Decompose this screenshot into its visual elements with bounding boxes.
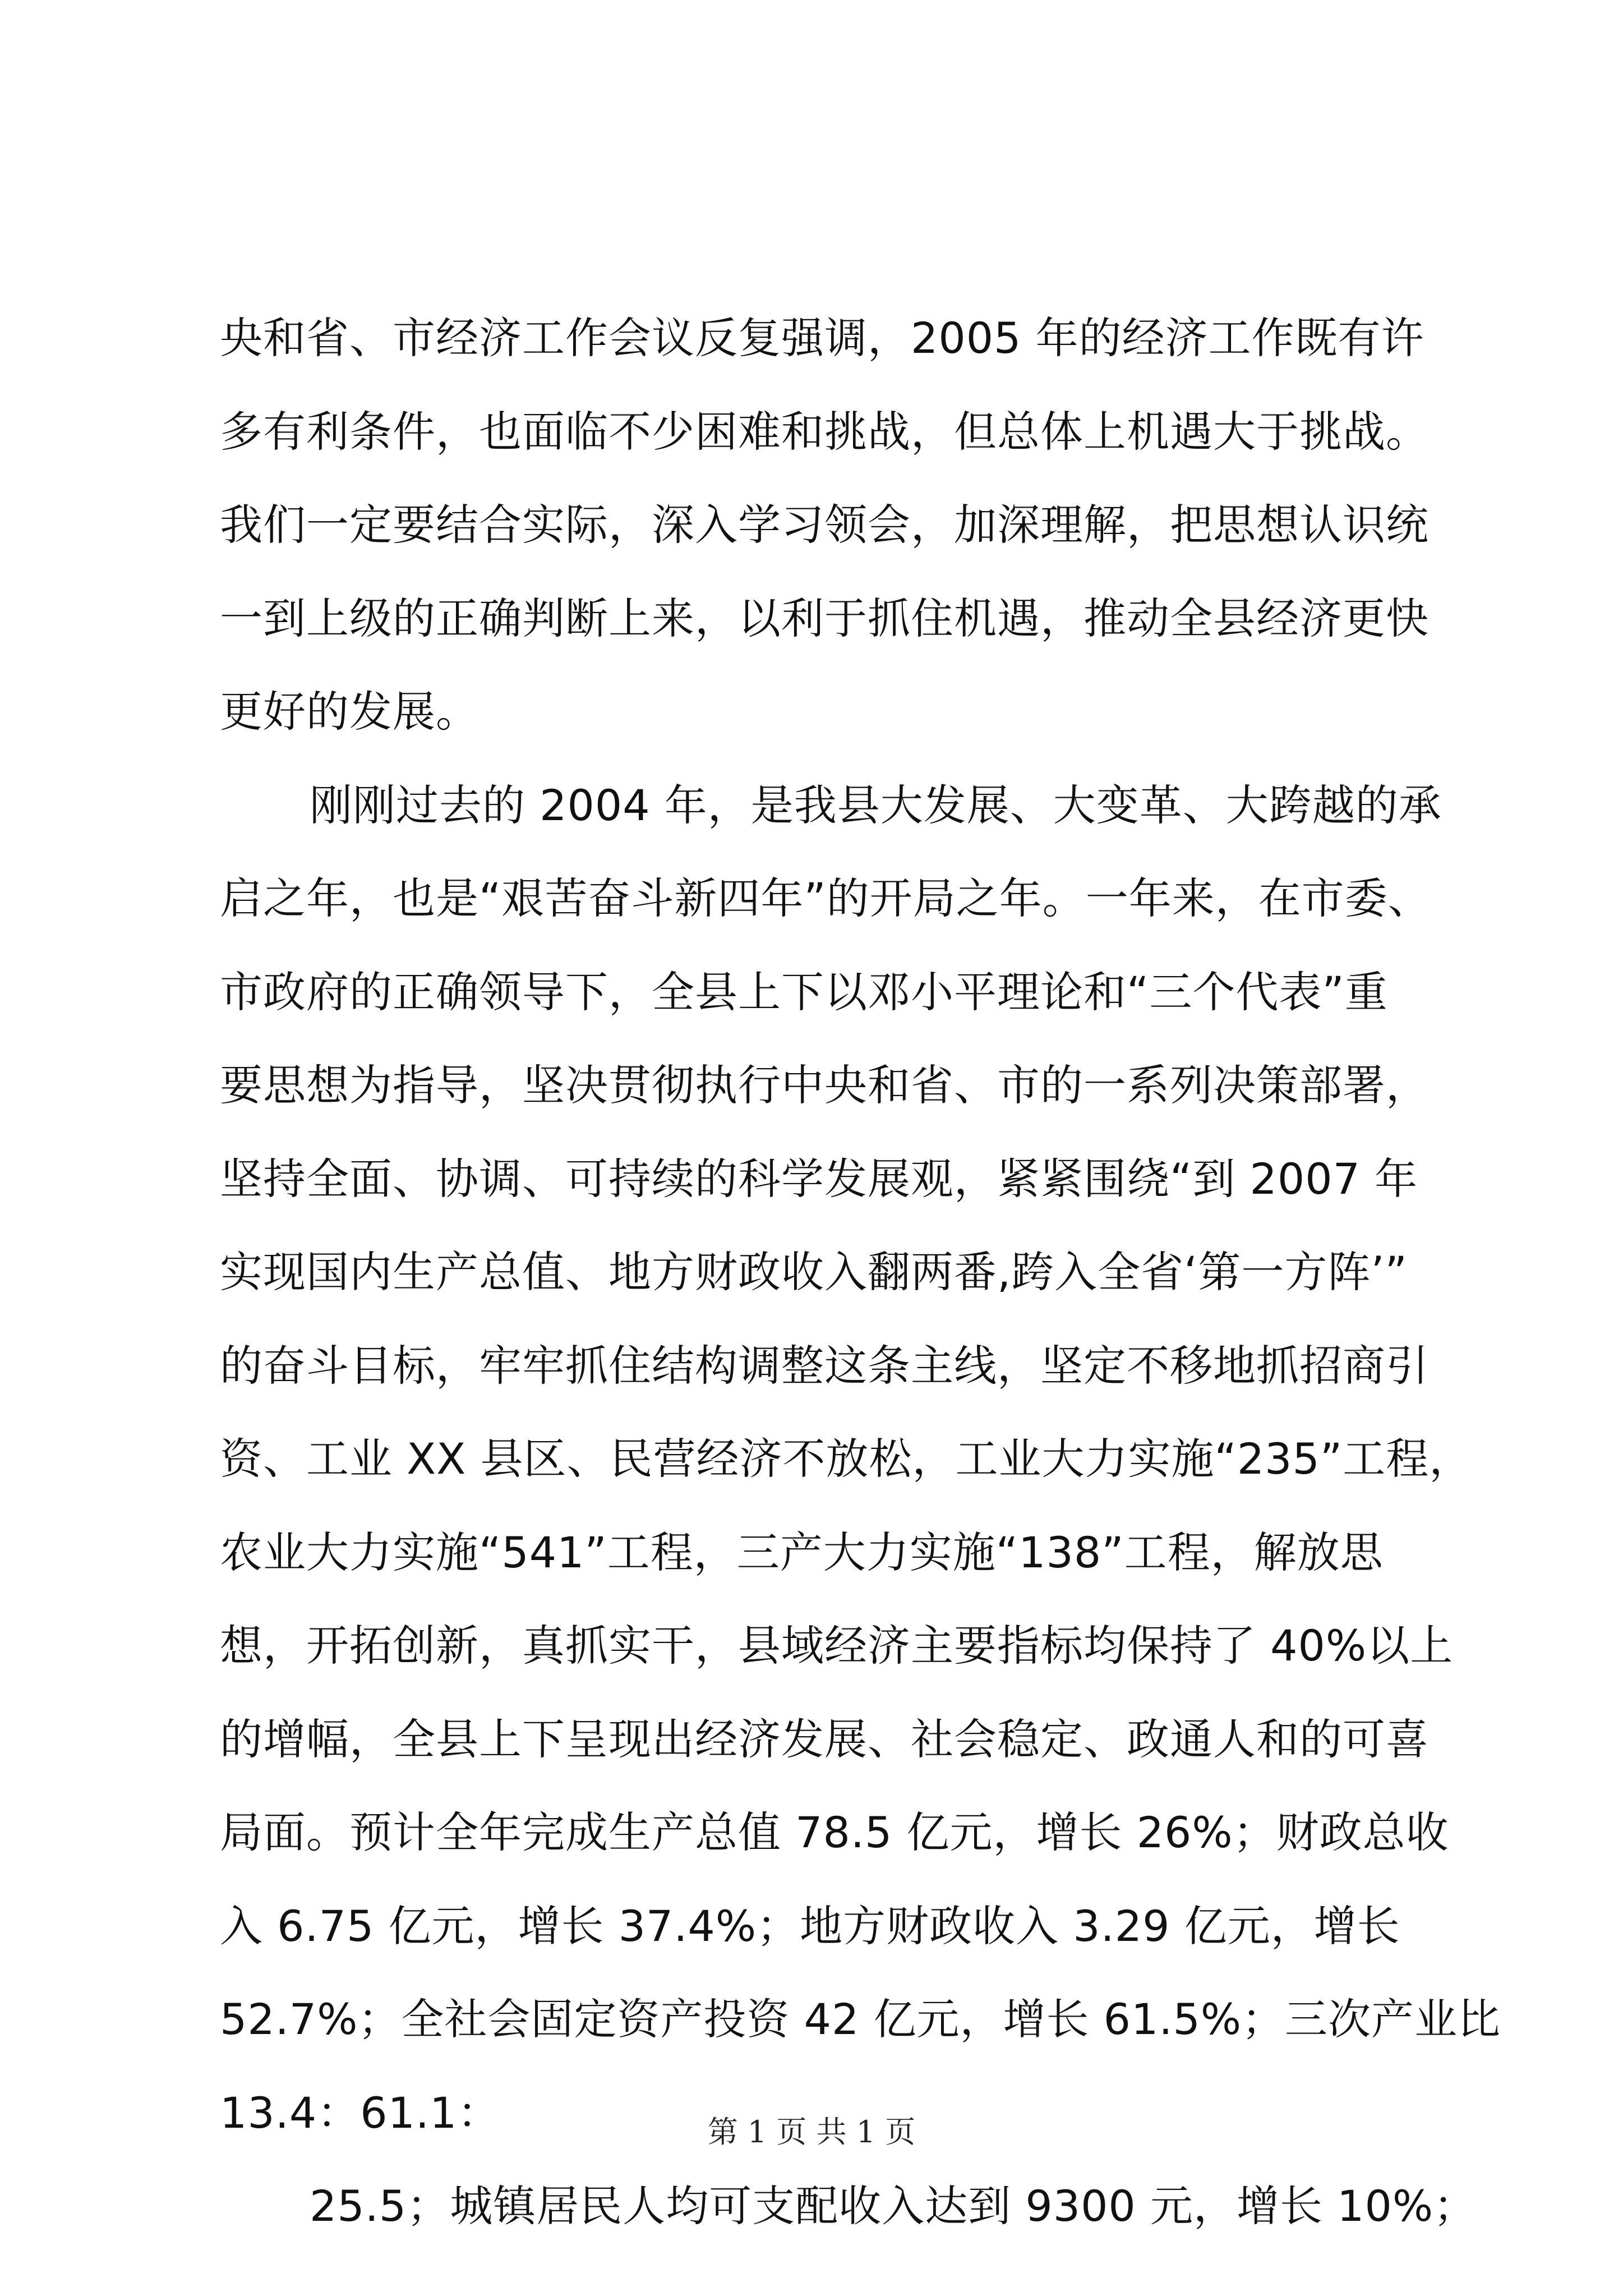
page-footer: 第 1 页 共 1 页 — [707, 2114, 916, 2150]
text-line: 坚持全面、协调、可持续的科学发展观，紧紧围绕“到 2007 年 — [220, 1153, 1418, 1204]
text-line: 一到上级的正确判断上来，以利于抓住机遇，推动全县经济更快 — [220, 593, 1429, 643]
text-line: 要思想为指导，坚决贯彻执行中央和省、市的一系列决策部署， — [220, 1060, 1429, 1110]
text-line: 的增幅，全县上下呈现出经济发展、社会稳定、政通人和的可喜 — [220, 1714, 1429, 1764]
text-line: 想，开拓创新，真抓实干，县域经济主要指标均保持了 40%以上 — [220, 1621, 1454, 1671]
paragraph-first-line: 25.5；城镇居民人均可支配收入达到 9300 元，增长 10%； — [310, 2181, 1477, 2231]
text-line: 农业大力实施“541”工程，三产大力实施“138”工程，解放思 — [220, 1527, 1384, 1577]
paragraph-first-line: 刚刚过去的 2004 年，是我县大发展、大变革、大跨越的承 — [310, 780, 1442, 830]
text-line: 52.7%；全社会固定资产投资 42 亿元，增长 61.5%；三次产业比 — [220, 1994, 1501, 2044]
text-line: 央和省、市经济工作会议反复强调，2005 年的经济工作既有许 — [220, 313, 1424, 363]
text-line: 我们一定要结合实际，深入学习领会，加深理解，把思想认识统 — [220, 500, 1429, 550]
text-line: 13.4：61.1： — [220, 2087, 501, 2138]
document-body — [220, 292, 1501, 2253]
text-line: 局面。预计全年完成生产总值 78.5 亿元，增长 26%；财政总收 — [220, 1807, 1449, 1857]
text-line: 入 6.75 亿元，增长 37.4%；地方财政收入 3.29 亿元，增长 — [220, 1901, 1400, 1951]
text-line: 的奋斗目标，牢牢抓住结构调整这条主线，坚定不移地抓招商引 — [220, 1340, 1429, 1391]
text-line: 市政府的正确领导下，全县上下以邓小平理论和“三个代表”重 — [220, 967, 1388, 1017]
text-line: 资、工业 XX 县区、民营经济不放松，工业大力实施“235”工程， — [220, 1434, 1473, 1484]
text-line: 多有利条件，也面临不少困难和挑战，但总体上机遇大于挑战。 — [220, 406, 1429, 457]
text-line: 启之年，也是“艰苦奋斗新四年”的开局之年。一年来，在市委、 — [220, 873, 1431, 923]
text-line: 更好的发展。 — [220, 687, 479, 737]
text-line: 实现国内生产总值、地方财政收入翻两番,跨入全省‘第一方阵’” — [220, 1247, 1408, 1297]
